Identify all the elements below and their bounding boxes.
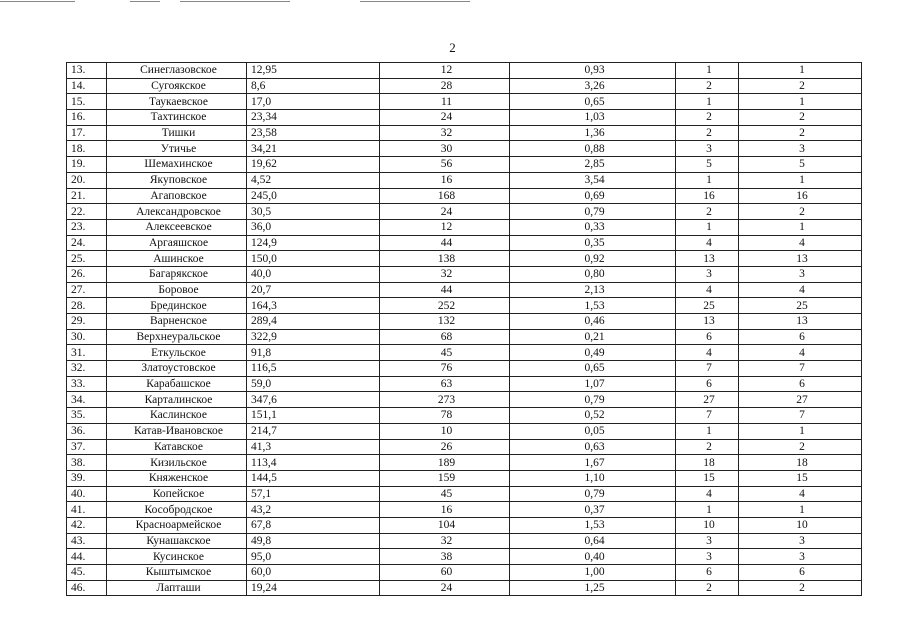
area-value: 60,0 [247, 565, 380, 581]
district-name: Алексеевское [107, 219, 247, 235]
count-value: 32 [380, 533, 510, 549]
row-number: 19. [67, 157, 107, 173]
district-name: Варненское [107, 314, 247, 330]
table-row [67, 188, 862, 204]
table-body [67, 63, 862, 596]
district-name: Княженское [107, 470, 247, 486]
count-value: 45 [380, 486, 510, 502]
count-value: 138 [380, 251, 510, 267]
col-b-value: 1 [739, 172, 862, 188]
col-b-value: 6 [739, 329, 862, 345]
scan-artifact-line [180, 1, 290, 2]
table-row [67, 565, 862, 581]
row-number: 31. [67, 345, 107, 361]
row-number: 16. [67, 110, 107, 126]
ratio-value: 0,35 [510, 235, 676, 251]
ratio-value: 0,52 [510, 408, 676, 424]
col-a-value: 2 [676, 125, 739, 141]
col-b-value: 18 [739, 455, 862, 471]
row-number: 24. [67, 235, 107, 251]
row-number: 21. [67, 188, 107, 204]
count-value: 32 [380, 125, 510, 141]
count-value: 159 [380, 470, 510, 486]
area-value: 34,21 [247, 141, 380, 157]
ratio-value: 3,54 [510, 172, 676, 188]
area-value: 19,24 [247, 580, 380, 596]
area-value: 12,95 [247, 63, 380, 79]
area-value: 245,0 [247, 188, 380, 204]
ratio-value: 0,65 [510, 361, 676, 377]
table-row [67, 141, 862, 157]
area-value: 59,0 [247, 376, 380, 392]
ratio-value: 0,79 [510, 486, 676, 502]
row-number: 46. [67, 580, 107, 596]
col-a-value: 25 [676, 298, 739, 314]
scan-artifact-line [0, 1, 75, 2]
row-number: 22. [67, 204, 107, 220]
ratio-value: 0,79 [510, 392, 676, 408]
col-a-value: 1 [676, 423, 739, 439]
table-row [67, 376, 862, 392]
table-row [67, 251, 862, 267]
count-value: 12 [380, 63, 510, 79]
col-b-value: 10 [739, 517, 862, 533]
col-b-value: 5 [739, 157, 862, 173]
table-row [67, 392, 862, 408]
row-number: 41. [67, 502, 107, 518]
count-value: 24 [380, 204, 510, 220]
row-number: 37. [67, 439, 107, 455]
col-b-value: 2 [739, 439, 862, 455]
area-value: 30,5 [247, 204, 380, 220]
area-value: 23,34 [247, 110, 380, 126]
col-a-value: 2 [676, 580, 739, 596]
district-name: Утичье [107, 141, 247, 157]
area-value: 67,8 [247, 517, 380, 533]
table-row [67, 204, 862, 220]
area-value: 4,52 [247, 172, 380, 188]
table-row [67, 549, 862, 565]
district-name: Боровое [107, 282, 247, 298]
count-value: 38 [380, 549, 510, 565]
row-number: 43. [67, 533, 107, 549]
col-a-value: 1 [676, 172, 739, 188]
table-row [67, 455, 862, 471]
count-value: 76 [380, 361, 510, 377]
district-name: Александровское [107, 204, 247, 220]
col-a-value: 13 [676, 251, 739, 267]
data-table [66, 62, 862, 596]
row-number: 34. [67, 392, 107, 408]
row-number: 36. [67, 423, 107, 439]
col-b-value: 1 [739, 219, 862, 235]
col-b-value: 1 [739, 63, 862, 79]
col-b-value: 25 [739, 298, 862, 314]
district-name: Таукаевское [107, 94, 247, 110]
area-value: 113,4 [247, 455, 380, 471]
col-a-value: 1 [676, 219, 739, 235]
col-a-value: 1 [676, 94, 739, 110]
table-row [67, 110, 862, 126]
district-name: Карабашское [107, 376, 247, 392]
area-value: 17,0 [247, 94, 380, 110]
col-a-value: 6 [676, 329, 739, 345]
area-value: 95,0 [247, 549, 380, 565]
col-b-value: 27 [739, 392, 862, 408]
row-number: 40. [67, 486, 107, 502]
district-name: Агаповское [107, 188, 247, 204]
count-value: 189 [380, 455, 510, 471]
count-value: 78 [380, 408, 510, 424]
count-value: 273 [380, 392, 510, 408]
col-a-value: 5 [676, 157, 739, 173]
col-a-value: 2 [676, 439, 739, 455]
table-row [67, 533, 862, 549]
district-name: Кыштымское [107, 565, 247, 581]
ratio-value: 1,07 [510, 376, 676, 392]
area-value: 347,6 [247, 392, 380, 408]
area-value: 151,1 [247, 408, 380, 424]
table-row [67, 345, 862, 361]
row-number: 35. [67, 408, 107, 424]
col-a-value: 10 [676, 517, 739, 533]
col-a-value: 6 [676, 565, 739, 581]
ratio-value: 1,53 [510, 298, 676, 314]
col-a-value: 7 [676, 361, 739, 377]
col-a-value: 6 [676, 376, 739, 392]
district-name: Аргаяшское [107, 235, 247, 251]
area-value: 57,1 [247, 486, 380, 502]
col-b-value: 3 [739, 141, 862, 157]
col-b-value: 1 [739, 423, 862, 439]
col-a-value: 3 [676, 533, 739, 549]
ratio-value: 0,92 [510, 251, 676, 267]
ratio-value: 0,80 [510, 266, 676, 282]
district-name: Еткульское [107, 345, 247, 361]
area-value: 36,0 [247, 219, 380, 235]
count-value: 44 [380, 282, 510, 298]
ratio-value: 1,00 [510, 565, 676, 581]
table-row [67, 423, 862, 439]
ratio-value: 2,85 [510, 157, 676, 173]
district-name: Каслинское [107, 408, 247, 424]
count-value: 168 [380, 188, 510, 204]
col-b-value: 13 [739, 314, 862, 330]
ratio-value: 0,93 [510, 63, 676, 79]
area-value: 116,5 [247, 361, 380, 377]
table-row [67, 298, 862, 314]
col-a-value: 3 [676, 266, 739, 282]
table-row [67, 361, 862, 377]
row-number: 39. [67, 470, 107, 486]
row-number: 23. [67, 219, 107, 235]
district-name: Катав-Ивановское [107, 423, 247, 439]
count-value: 11 [380, 94, 510, 110]
col-b-value: 2 [739, 78, 862, 94]
district-name: Тишки [107, 125, 247, 141]
col-a-value: 2 [676, 78, 739, 94]
area-value: 150,0 [247, 251, 380, 267]
ratio-value: 0,63 [510, 439, 676, 455]
table-row [67, 282, 862, 298]
col-a-value: 15 [676, 470, 739, 486]
col-b-value: 6 [739, 565, 862, 581]
ratio-value: 0,49 [510, 345, 676, 361]
count-value: 32 [380, 266, 510, 282]
ratio-value: 0,46 [510, 314, 676, 330]
count-value: 10 [380, 423, 510, 439]
row-number: 30. [67, 329, 107, 345]
area-value: 124,9 [247, 235, 380, 251]
ratio-value: 0,33 [510, 219, 676, 235]
col-b-value: 2 [739, 125, 862, 141]
table-row [67, 63, 862, 79]
row-number: 38. [67, 455, 107, 471]
row-number: 32. [67, 361, 107, 377]
district-name: Красноармейское [107, 517, 247, 533]
ratio-value: 0,37 [510, 502, 676, 518]
col-b-value: 2 [739, 110, 862, 126]
count-value: 252 [380, 298, 510, 314]
ratio-value: 1,67 [510, 455, 676, 471]
count-value: 60 [380, 565, 510, 581]
district-name: Верхнеуральское [107, 329, 247, 345]
table-row [67, 486, 862, 502]
table-row [67, 94, 862, 110]
area-value: 322,9 [247, 329, 380, 345]
count-value: 132 [380, 314, 510, 330]
count-value: 12 [380, 219, 510, 235]
count-value: 16 [380, 502, 510, 518]
district-name: Лапташи [107, 580, 247, 596]
col-b-value: 6 [739, 376, 862, 392]
area-value: 20,7 [247, 282, 380, 298]
district-name: Кособродское [107, 502, 247, 518]
district-name: Багарякское [107, 266, 247, 282]
scan-artifact-line [130, 1, 160, 2]
row-number: 15. [67, 94, 107, 110]
table-row [67, 125, 862, 141]
ratio-value: 1,10 [510, 470, 676, 486]
area-value: 214,7 [247, 423, 380, 439]
table-row [67, 172, 862, 188]
col-a-value: 16 [676, 188, 739, 204]
row-number: 28. [67, 298, 107, 314]
area-value: 41,3 [247, 439, 380, 455]
district-name: Якуповское [107, 172, 247, 188]
count-value: 56 [380, 157, 510, 173]
col-a-value: 4 [676, 486, 739, 502]
col-a-value: 1 [676, 502, 739, 518]
count-value: 68 [380, 329, 510, 345]
district-name: Карталинское [107, 392, 247, 408]
ratio-value: 1,25 [510, 580, 676, 596]
count-value: 30 [380, 141, 510, 157]
table-row [67, 157, 862, 173]
row-number: 18. [67, 141, 107, 157]
district-name: Кизильское [107, 455, 247, 471]
col-b-value: 4 [739, 282, 862, 298]
area-value: 91,8 [247, 345, 380, 361]
col-b-value: 7 [739, 361, 862, 377]
col-b-value: 3 [739, 549, 862, 565]
ratio-value: 0,05 [510, 423, 676, 439]
area-value: 40,0 [247, 266, 380, 282]
table-row [67, 78, 862, 94]
count-value: 104 [380, 517, 510, 533]
district-name: Ашинское [107, 251, 247, 267]
count-value: 45 [380, 345, 510, 361]
col-a-value: 4 [676, 235, 739, 251]
col-a-value: 1 [676, 63, 739, 79]
col-b-value: 3 [739, 266, 862, 282]
col-a-value: 4 [676, 282, 739, 298]
col-b-value: 2 [739, 204, 862, 220]
col-b-value: 16 [739, 188, 862, 204]
area-value: 289,4 [247, 314, 380, 330]
row-number: 20. [67, 172, 107, 188]
col-a-value: 2 [676, 204, 739, 220]
area-value: 19,62 [247, 157, 380, 173]
ratio-value: 3,26 [510, 78, 676, 94]
col-a-value: 18 [676, 455, 739, 471]
area-value: 164,3 [247, 298, 380, 314]
area-value: 23,58 [247, 125, 380, 141]
district-name: Кусинское [107, 549, 247, 565]
table-row [67, 502, 862, 518]
ratio-value: 1,03 [510, 110, 676, 126]
table-row [67, 329, 862, 345]
ratio-value: 1,36 [510, 125, 676, 141]
count-value: 24 [380, 110, 510, 126]
area-value: 49,8 [247, 533, 380, 549]
table-row [67, 408, 862, 424]
area-value: 8,6 [247, 78, 380, 94]
col-b-value: 15 [739, 470, 862, 486]
table-row [67, 219, 862, 235]
ratio-value: 0,21 [510, 329, 676, 345]
col-b-value: 1 [739, 94, 862, 110]
table-row [67, 439, 862, 455]
table-row [67, 580, 862, 596]
table-row [67, 517, 862, 533]
table-row [67, 266, 862, 282]
count-value: 63 [380, 376, 510, 392]
area-value: 43,2 [247, 502, 380, 518]
district-name: Катавское [107, 439, 247, 455]
col-b-value: 3 [739, 533, 862, 549]
col-b-value: 13 [739, 251, 862, 267]
district-name: Кунашакское [107, 533, 247, 549]
row-number: 25. [67, 251, 107, 267]
district-name: Тахтинское [107, 110, 247, 126]
area-value: 144,5 [247, 470, 380, 486]
row-number: 33. [67, 376, 107, 392]
col-b-value: 4 [739, 235, 862, 251]
count-value: 28 [380, 78, 510, 94]
ratio-value: 0,64 [510, 533, 676, 549]
col-a-value: 7 [676, 408, 739, 424]
row-number: 17. [67, 125, 107, 141]
ratio-value: 0,65 [510, 94, 676, 110]
col-a-value: 3 [676, 549, 739, 565]
count-value: 44 [380, 235, 510, 251]
table-row [67, 470, 862, 486]
ratio-value: 0,69 [510, 188, 676, 204]
col-b-value: 1 [739, 502, 862, 518]
district-name: Златоустовское [107, 361, 247, 377]
table-row [67, 235, 862, 251]
count-value: 26 [380, 439, 510, 455]
ratio-value: 0,88 [510, 141, 676, 157]
row-number: 44. [67, 549, 107, 565]
row-number: 42. [67, 517, 107, 533]
ratio-value: 1,53 [510, 517, 676, 533]
row-number: 29. [67, 314, 107, 330]
district-name: Сугоякское [107, 78, 247, 94]
col-a-value: 2 [676, 110, 739, 126]
ratio-value: 0,79 [510, 204, 676, 220]
col-a-value: 27 [676, 392, 739, 408]
col-b-value: 4 [739, 486, 862, 502]
page-number: 2 [449, 40, 456, 55]
scan-artifact-line [360, 1, 470, 2]
ratio-value: 2,13 [510, 282, 676, 298]
col-a-value: 3 [676, 141, 739, 157]
col-a-value: 4 [676, 345, 739, 361]
count-value: 16 [380, 172, 510, 188]
col-b-value: 2 [739, 580, 862, 596]
ratio-value: 0,40 [510, 549, 676, 565]
district-name: Синеглазовское [107, 63, 247, 79]
row-number: 13. [67, 63, 107, 79]
district-name: Копейское [107, 486, 247, 502]
row-number: 27. [67, 282, 107, 298]
row-number: 26. [67, 266, 107, 282]
district-name: Брединское [107, 298, 247, 314]
district-name: Шемахинское [107, 157, 247, 173]
row-number: 14. [67, 78, 107, 94]
table-row [67, 314, 862, 330]
count-value: 24 [380, 580, 510, 596]
col-b-value: 7 [739, 408, 862, 424]
col-a-value: 13 [676, 314, 739, 330]
row-number: 45. [67, 565, 107, 581]
col-b-value: 4 [739, 345, 862, 361]
